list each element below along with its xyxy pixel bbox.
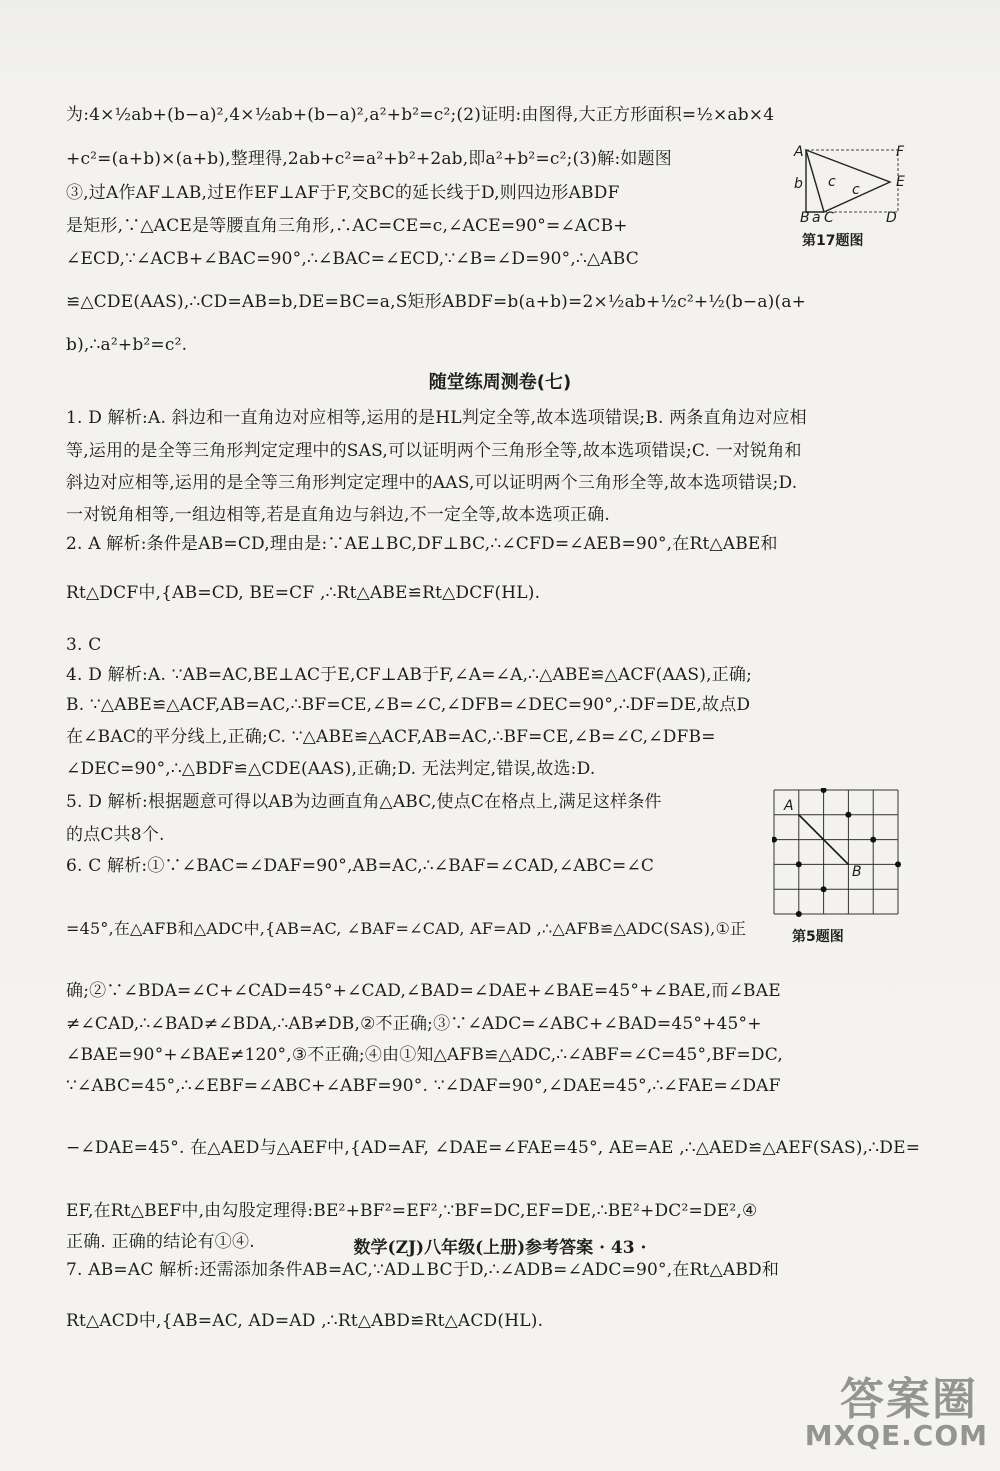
text-line: 1. D 解析:A. 斜边和一直角边对应相等,运用的是HL判定全等,故本选项错误;B. 两条直角边对应相 <box>66 408 807 428</box>
fig17-label-a: a <box>812 210 821 226</box>
fig17-label-f: F <box>896 144 905 160</box>
fig17-label-d: D <box>886 210 897 226</box>
text-line: b),∴a²+b²=c². <box>66 335 188 355</box>
text-line: Rt△ACD中,{AB=AC, AD=AD ,∴Rt△ABD≌Rt△ACD(HL). <box>66 1311 544 1331</box>
watermark-line1: 答案圈 <box>840 1374 978 1425</box>
figure-5-caption: 第5题图 <box>792 929 844 945</box>
text-line: 5. D 解析:根据题意可得以AB为边画直角△ABC,使点C在格点上,满足这样条件 <box>66 792 662 812</box>
text-line: 4. D 解析:A. ∵AB=AC,BE⊥AC于E,CF⊥AB于F,∠A=∠A,∴△ABE≌△ACF(AAS),正确; <box>66 665 753 685</box>
figure-17-caption: 第17题图 <box>802 233 864 249</box>
text-line: 一对锐角相等,一组边相等,若是直角边与斜边,不一定全等,故本选项正确. <box>66 505 611 525</box>
text-line: ③,过A作AF⊥AB,过E作EF⊥AF于F,交BC的延长线于D,则四边形ABDF <box>66 183 620 203</box>
text-line: 6. C 解析:①∵∠BAC=∠DAF=90°,AB=AC,∴∠BAF=∠CAD,∠ABC=∠C <box>66 856 655 876</box>
figure-17 <box>790 140 910 250</box>
text-line: ≌△CDE(AAS),∴CD=AB=b,DE=BC=a,S矩形ABDF=b(a+b)=2×½ab+½c²+½(b−a)(a+ <box>66 292 807 312</box>
fig17-label-b-pt: B <box>800 210 810 226</box>
text-line: ∠BAE=90°+∠BAE≠120°,③不正确;④由①知△AFB≌△ADC,∴∠ABF=∠C=45°,BF=DC, <box>66 1045 783 1065</box>
text-line: 为:4×½ab+(b−a)²,4×½ab+(b−a)²,a²+b²=c²;(2)证明:由图得,大正方形面积=½×ab×4 <box>66 105 775 125</box>
text-line: −∠DAE=45°. 在△AED与△AEF中,{AD=AF, ∠DAE=∠FAE=45°, AE=AE ,∴△AED≌△AEF(SAS),∴DE= <box>66 1138 921 1158</box>
text-line: ≠∠CAD,∴∠BAD≠∠BDA,∴AB≠DB,②不正确;③∵∠ADC=∠ABC+∠BAD=45°+45°+ <box>66 1014 762 1034</box>
fig17-label-b: b <box>794 176 803 192</box>
watermark-line2: MXQE.COM <box>804 1419 988 1452</box>
fig17-label-e: E <box>896 174 905 190</box>
fig17-label-c2: c <box>852 182 860 198</box>
fig5-label-b: B <box>852 864 862 880</box>
text-line: 的点C共8个. <box>66 825 165 845</box>
text-line: 确;②∵∠BDA=∠C+∠CAD=45°+∠CAD,∠BAD=∠DAE+∠BAE=45°+∠BAE,而∠BAE <box>66 981 781 1001</box>
text-line: 7. AB=AC 解析:还需添加条件AB=AC,∵AD⊥BC于D,∴∠ADB=∠ADC=90°,在Rt△ABD和 <box>66 1260 780 1280</box>
fig17-label-a-pt: A <box>794 144 804 160</box>
text-line: ∵∠ABC=45°,∴∠EBF=∠ABC+∠ABF=90°. ∵∠DAF=90°,∠DAE=45°,∴∠FAE=∠DAF <box>66 1076 781 1096</box>
text-line: ∠ECD,∵∠ACB+∠BAC=90°,∴∠BAC=∠ECD,∵∠B=∠D=90°,∴△ABC <box>66 249 639 269</box>
watermark-logo <box>798 1363 988 1463</box>
text-line: 等,运用的是全等三角形判定定理中的SAS,可以证明两个三角形全等,故本选项错误;C. 一对锐角和 <box>66 441 802 461</box>
text-line: +c²=(a+b)×(a+b),整理得,2ab+c²=a²+b²+2ab,即a²+b²=c²;(3)解:如题图 <box>66 149 672 169</box>
text-line: Rt△DCF中,{AB=CD, BE=CF ,∴Rt△ABE≌Rt△DCF(HL). <box>66 583 541 603</box>
text-line: 正确. 正确的结论有①④. <box>66 1232 255 1252</box>
text-line: EF,在Rt△BEF中,由勾股定理得:BE²+BF²=EF²,∵BF=DC,EF=DE,∴BE²+DC²=DE²,④ <box>66 1201 758 1221</box>
text-line: 2. A 解析:条件是AB=CD,理由是:∵AE⊥BC,DF⊥BC,∴∠CFD=∠AEB=90°,在Rt△ABE和 <box>66 534 778 554</box>
fig17-label-c-pt: C <box>824 210 834 226</box>
text-line: 3. C <box>66 635 102 655</box>
section-title: 随堂练周测卷(七) <box>428 372 572 393</box>
text-line: B. ∵△ABE≌△ACF,AB=AC,∴BF=CE,∠B=∠C,∠DFB=∠DEC=90°,∴DF=DE,故点D <box>66 695 751 715</box>
text-line: =45°,在△AFB和△ADC中,{AB=AC, ∠BAF=∠CAD, AF=AD ,∴△AFB≌△ADC(SAS),①正 <box>66 919 747 938</box>
text-line: 斜边对应相等,运用的是全等三角形判定定理中的AAS,可以证明两个三角形全等,故本选项错误;D. <box>66 473 798 493</box>
page-footer: 数学(ZJ)八年级(上册)参考答案 · 43 · <box>353 1238 647 1258</box>
figure-5 <box>772 788 902 948</box>
text-line: 是矩形,∵△ACE是等腰直角三角形,∴AC=CE=c,∠ACE=90°=∠ACB+ <box>66 216 628 236</box>
text-line: 在∠BAC的平分线上,正确;C. ∵△ABE≌△ACF,AB=AC,∴BF=CE,∠B=∠C,∠DFB= <box>66 727 716 747</box>
fig17-label-c1: c <box>828 174 836 190</box>
text-line: ∠DEC=90°,∴△BDF≌△CDE(AAS),正确;D. 无法判定,错误,故选:D. <box>66 759 596 779</box>
fig5-label-a: A <box>784 798 794 814</box>
